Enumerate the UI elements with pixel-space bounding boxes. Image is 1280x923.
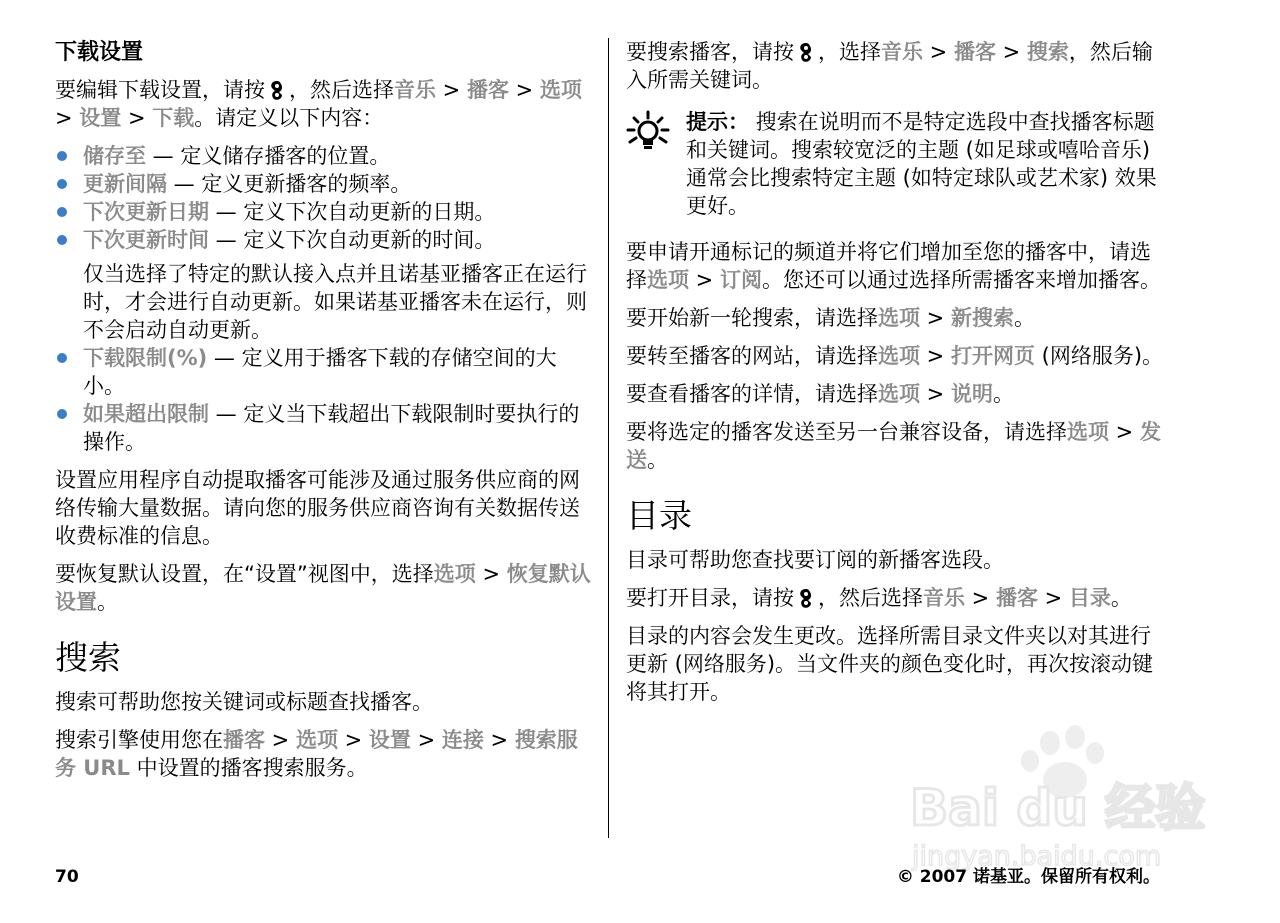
paragraph-new-search: 要开始新一轮搜索，请选择选项 > 新搜索。	[626, 306, 1035, 330]
list-item: 下载限制(%) — 定义用于播客下载的存储空间的大小。	[55, 344, 595, 400]
paragraph-directory-update: 目录的内容会发生更改。选择所需目录文件夹以对其进行更新 (网络服务)。当文件夹的颜色变化时，再次按滚动键将其打开。	[626, 624, 1154, 704]
bullet-icon	[57, 151, 67, 161]
paragraph-search-engine: 搜索引擎使用您在播客 > 选项 > 设置 > 连接 > 搜索服务 URL 中设置的播客搜索服务。	[55, 728, 578, 780]
lightbulb-icon	[626, 110, 670, 154]
bullet-icon	[57, 207, 67, 217]
paragraph-open-directory: 要打开目录，请按 ，然后选择音乐 > 播客 > 目录。	[626, 586, 1132, 610]
settings-list	[55, 142, 595, 456]
section-heading-download-settings: 下载设置	[55, 40, 144, 65]
copyright: © 2007 诺基亚。保留所有权利。	[896, 867, 1160, 887]
list-item: 更新间隔 — 定义更新播客的频率。	[55, 170, 595, 198]
auto-update-note: 仅当选择了特定的默认接入点并且诺基亚播客正在运行时，才会进行自动更新。如果诺基亚播客未在运行，则不会启动自动更新。	[83, 262, 587, 342]
paragraph-search-intro: 搜索可帮助您按关键词或标题查找播客。	[55, 690, 433, 714]
right-column	[626, 38, 1171, 716]
tip-box	[626, 108, 1171, 220]
watermark-url: jingyan.baidu.com	[912, 841, 1162, 872]
list-item: 下次更新日期 — 定义下次自动更新的日期。	[55, 198, 595, 226]
baidu-watermark-logo	[910, 725, 1210, 875]
list-item: 储存至 — 定义储存播客的位置。	[55, 142, 595, 170]
section-heading-directory: 目录	[626, 496, 692, 535]
list-item: 下次更新时间 — 定义下次自动更新的时间。 仅当选择了特定的默认接入点并且诺基亚播客正在运行时，才会进行自动更新。如果诺基亚播客未在运行，则不会启动自动更新。	[55, 226, 595, 344]
paragraph-data-charges: 设置应用程序自动提取播客可能涉及通过服务供应商的网络传输大量数据。请向您的服务供应商咨询有关数据传送收费标准的信息。	[55, 468, 580, 548]
bullet-icon	[57, 235, 67, 245]
paragraph-search-podcasts: 要搜索播客，请按 ，选择音乐 > 播客 > 搜索，然后输入所需关键词。	[626, 40, 1153, 92]
menu-key-icon	[797, 41, 815, 63]
bullet-icon	[57, 179, 67, 189]
column-divider	[608, 38, 609, 838]
paragraph-send-podcast: 要将选定的播客发送至另一台兼容设备，请选择选项 > 发送。	[626, 420, 1161, 472]
page-number: 70	[55, 867, 79, 887]
left-column	[55, 38, 595, 792]
paragraph-edit-download-settings: 要编辑下载设置，请按 ，然后选择音乐 > 播客 > 选项 > 设置 > 下载。请定义以下内容：	[55, 78, 582, 130]
bullet-icon	[57, 409, 67, 419]
bullet-icon	[57, 353, 67, 363]
paragraph-view-details: 要查看播客的详情，请选择选项 > 说明。	[626, 382, 1014, 406]
paragraph-subscribe: 要申请开通标记的频道并将它们增加至您的播客中，请选择选项 > 订阅。您还可以通过选择所需播客来增加播客。	[626, 240, 1161, 292]
section-heading-search: 搜索	[55, 638, 121, 677]
watermark-brand: Bai du 经验	[910, 779, 1206, 837]
tip-text: 搜索在说明而不是特定选段中查找播客标题和关键词。搜索较宽泛的主题 (如足球或嘻哈音乐) 通常会比搜索特定主题 (如特定球队或艺术家) 效果更好。	[686, 110, 1157, 218]
paragraph-directory-intro: 目录可帮助您查找要订阅的新播客选段。	[626, 548, 1004, 572]
menu-key-icon	[797, 587, 815, 609]
menu-key-icon	[268, 79, 286, 101]
paragraph-open-website: 要转至播客的网站，请选择选项 > 打开网页 (网络服务)。	[626, 344, 1164, 368]
paragraph-restore-defaults: 要恢复默认设置，在“设置”视图中，选择选项 > 恢复默认设置。	[55, 562, 591, 614]
list-item: 如果超出限制 — 定义当下载超出下载限制时要执行的操作。	[55, 400, 595, 456]
tip-label: 提示：	[686, 110, 749, 134]
